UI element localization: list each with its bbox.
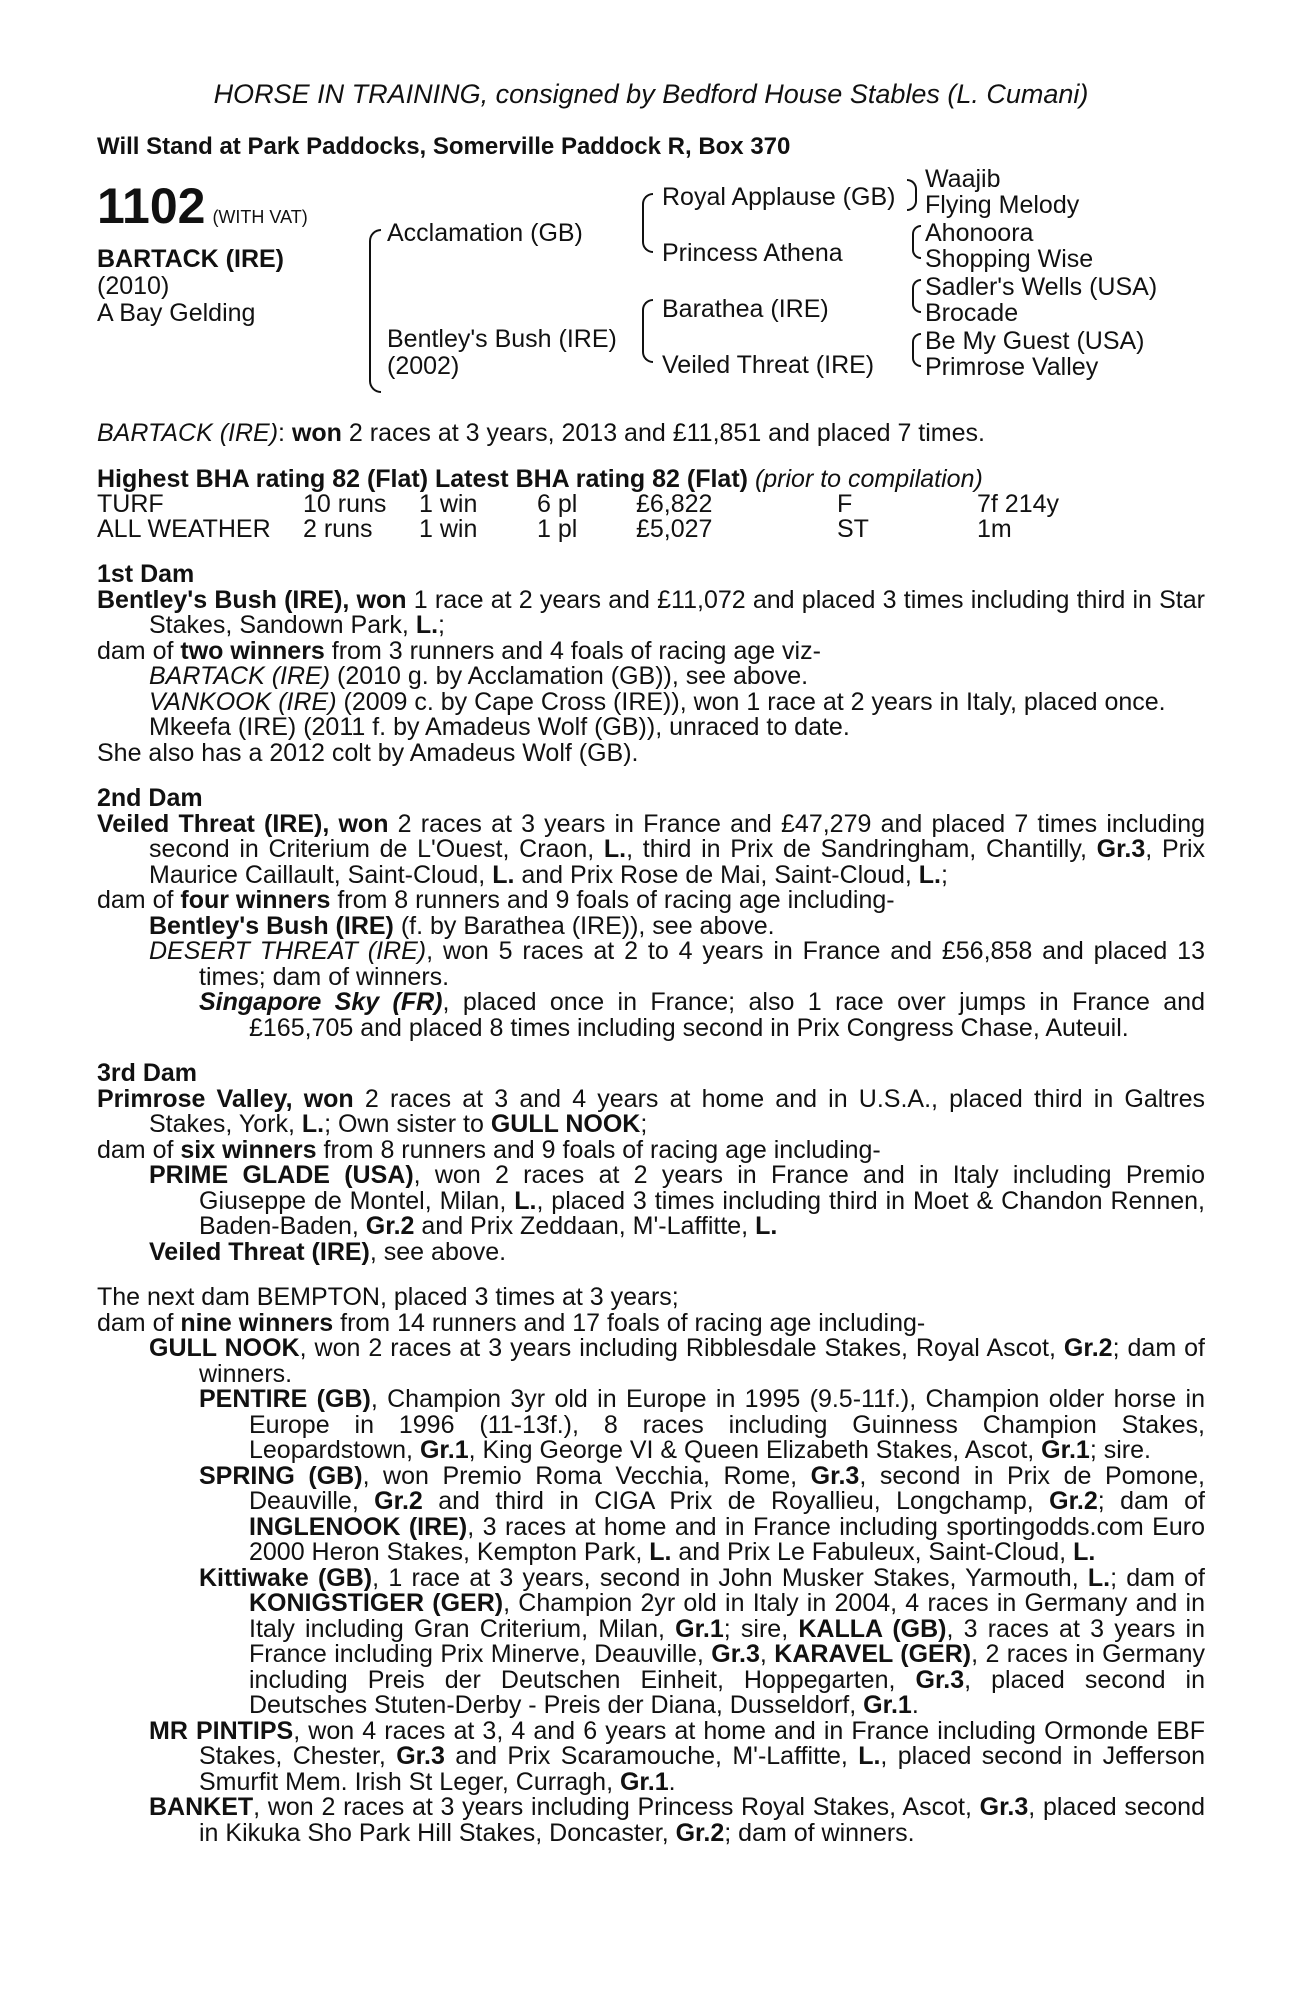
sire: Acclamation (GB) <box>387 219 583 247</box>
brace-4 <box>912 333 921 367</box>
dam-year: (2002) <box>387 352 460 380</box>
page-header: HORSE IN TRAINING, consigned by Bedford House Stables (L. Cumani) <box>213 79 1089 109</box>
next-dam-section <box>97 1285 1205 1846</box>
section-title: 1st Dam <box>97 560 195 588</box>
lot-number-line <box>97 178 308 234</box>
horse-description: A Bay Gelding <box>97 299 256 327</box>
horse-name: BARTACK (IRE) <box>97 245 285 273</box>
pedigree-block <box>97 165 1205 421</box>
next-dam-line: The next dam BEMPTON, placed 3 times at 3 years; <box>97 1283 679 1311</box>
brace-1 <box>907 179 917 211</box>
rating-note: (prior to compilation) <box>754 464 983 493</box>
produce-item: BARTACK (IRE) (2010 g. by Acclamation (GB)), see above. <box>149 662 809 690</box>
record-row: ALL WEATHER 2 runs 1 win 1 pl £5,027 ST 1m <box>97 515 1012 543</box>
race-summary: BARTACK (IRE): won 2 races at 3 years, 2013 and £11,851 and placed 7 times. <box>97 419 985 447</box>
dam-line-brace <box>642 299 653 363</box>
ssd: Flying Melody <box>925 191 1080 219</box>
brace-2 <box>912 225 921 259</box>
dds: Be My Guest (USA) <box>925 327 1145 355</box>
dam-record: Primrose Valley, won 2 races at 3 and 4 years at home and in U.S.A., placed third in Galtres Stakes, York, L.; Own sister to GULL NOOK; <box>97 1084 1205 1138</box>
sss: Waajib <box>925 165 1001 193</box>
produce-line: dam of six winners from 8 runners and 9 foals of racing age including- <box>97 1135 881 1164</box>
produce-item: Kittiwake (GB), 1 race at 3 years, second in John Musker Stakes, Yarmouth, L.; dam of KONIGSTIGER (GER), Champion 2yr old in Italy in 2004, 4 races in Germany and in Italy including Gran Criterium, Milan, Gr.1; sire, KALLA (GB), 3 races at 3 years in France including Prix Minerve, Deauville, Gr.3, KARAVEL (GER), 2 races in Germany including Preis der Deutschen Einheit, Hoppegarten, Gr.3, placed second in Deutsches Stuten-Derby - Preis der Diana, Dusseldorf, Gr.1. <box>199 1563 1205 1719</box>
section-title: 2nd Dam <box>97 784 203 812</box>
produce-item: Mkeefa (IRE) (2011 f. by Amadeus Wolf (GB)), unraced to date. <box>149 713 850 741</box>
produce-item: BANKET, won 2 races at 3 years including Princess Royal Stakes, Ascot, Gr.3, placed second in Kikuka Sho Park Hill Stakes, Doncaster, Gr.2; dam of winners. <box>149 1793 1205 1847</box>
brace-3 <box>912 279 921 313</box>
produce-item: PENTIRE (GB), Champion 3yr old in Europe in 1995 (9.5-11f.), Champion older horse in Europe in 1996 (11-13f.), 8 races including Guinness Champion Stakes, Leopardstown, Gr.1, King George VI & Queen Elizabeth Stakes, Ascot, Gr.1; sire. <box>199 1385 1206 1464</box>
produce-item: Singapore Sky (FR), placed once in France; also 1 race over jumps in France and £165,705 and placed 8 times including second in Prix Congress Chase, Auteuil. <box>199 988 1205 1042</box>
ddd: Primrose Valley <box>925 353 1099 381</box>
rating-block <box>97 464 1205 543</box>
produce-item: Veiled Threat (IRE), see above. <box>149 1237 507 1266</box>
produce-item: VANKOOK (IRE) (2009 c. by Cape Cross (IRE)), won 1 race at 2 years in Italy, placed once. <box>149 687 1166 716</box>
stand-location: Will Stand at Park Paddocks, Somerville Paddock R, Box 370 <box>97 132 791 160</box>
dam: Bentley's Bush (IRE) <box>387 325 617 353</box>
sire-dam-brace <box>369 229 381 393</box>
dam-record: Bentley's Bush (IRE), won 1 race at 2 years and £11,072 and placed 3 times including third in Star Stakes, Sandown Park, L.; <box>97 585 1205 639</box>
lot-number: 1102 <box>97 178 206 234</box>
produce-line: dam of two winners from 3 runners and 4 foals of racing age viz- <box>97 636 821 665</box>
dam-dam: Veiled Threat (IRE) <box>662 351 875 379</box>
produce-item: SPRING (GB), won Premio Roma Vecchia, Rome, Gr.3, second in Prix de Pomone, Deauville, Gr.2 and third in CIGA Prix de Royallieu, Longchamp, Gr.2; dam of INGLENOOK (IRE), 3 races at home and in France including sportingodds.com Euro 2000 Heron Stakes, Kempton Park, L. and Prix Le Fabuleux, Saint-Cloud, L. <box>199 1461 1206 1566</box>
dam-sire: Barathea (IRE) <box>662 295 829 323</box>
produce-item: Bentley's Bush (IRE) (f. by Barathea (IRE)), see above. <box>149 911 775 940</box>
third-dam-section <box>97 1061 1205 1265</box>
dam-record: Veiled Threat (IRE), won 2 races at 3 years in France and £47,279 and placed 7 times including second in Criterium de L'Ouest, Craon, L., third in Prix de Sandringham, Chantilly, Gr.3, Prix Maurice Caillault, Saint-Cloud, L. and Prix Rose de Mai, Saint-Cloud, L.; <box>97 809 1205 889</box>
first-dam-section <box>97 562 1205 766</box>
sire-line-brace <box>642 193 653 253</box>
dss: Sadler's Wells (USA) <box>925 273 1158 301</box>
section-title: 3rd Dam <box>97 1059 198 1087</box>
dsd: Brocade <box>925 299 1019 327</box>
sdd: Shopping Wise <box>925 245 1094 273</box>
horse-year: (2010) <box>97 272 170 300</box>
produce-item: MR PINTIPS, won 4 races at 3, 4 and 6 years at home and in France including Ormonde EBF Stakes, Chester, Gr.3 and Prix Scaramouche, M'-Laffitte, L., placed second in Jefferson Smurfit Mem. Irish St Leger, Curragh, Gr.1. <box>149 1716 1205 1796</box>
sds: Ahonoora <box>925 219 1034 247</box>
second-dam-section <box>97 786 1205 1041</box>
produce-note: She also has a 2012 colt by Amadeus Wolf (GB). <box>97 738 639 767</box>
rating-text: Highest BHA rating 82 (Flat) Latest BHA rating 82 (Flat) <box>97 464 748 493</box>
produce-line: dam of nine winners from 14 runners and 17 foals of racing age including- <box>97 1308 926 1337</box>
produce-item: GULL NOOK, won 2 races at 3 years including Ribblesdale Stakes, Royal Ascot, Gr.2; dam of winners. <box>149 1334 1205 1388</box>
produce-item: DESERT THREAT (IRE), won 5 races at 2 to 4 years in France and £56,858 and placed 13 times; dam of winners. <box>149 937 1205 991</box>
sire-dam: Princess Athena <box>662 239 843 267</box>
produce-line: dam of four winners from 8 runners and 9 foals of racing age including- <box>97 886 895 914</box>
catalogue-page <box>97 79 1206 1847</box>
produce-item: PRIME GLADE (USA), won 2 races at 2 years in France and in Italy including Premio Giuseppe de Montel, Milan, L., placed 3 times including third in Moet & Chandon Rennen, Baden-Baden, Gr.2 and Prix Zeddaan, M'-Laffitte, L. <box>149 1161 1206 1240</box>
record-row: TURF 10 runs 1 win 6 pl £6,822 F 7f 214y <box>97 490 1060 518</box>
vat-note: (WITH VAT) <box>212 207 308 227</box>
sire-sire: Royal Applause (GB) <box>662 183 896 211</box>
